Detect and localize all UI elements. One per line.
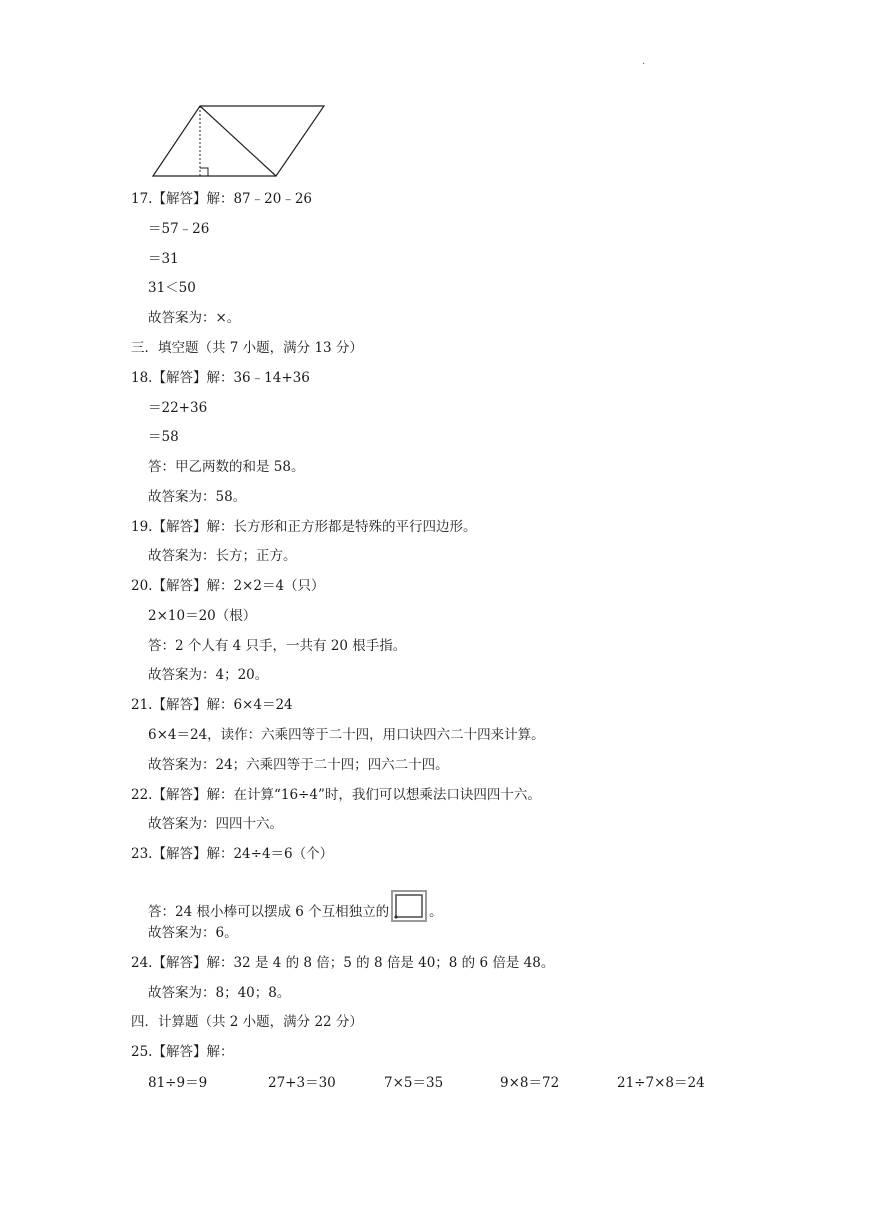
q18-title: 18.【解答】解：36﹣14+36: [131, 370, 310, 386]
q23-title: 23.【解答】解：24÷4＝6（个）: [131, 846, 334, 862]
q22-title: 22.【解答】解：在计算“16÷4”时，我们可以想乘法口诀四四十六。: [131, 787, 541, 803]
q21-title: 21.【解答】解：6×4＝24: [131, 697, 293, 713]
q18-answer: 故答案为：58。: [148, 489, 247, 505]
q23-answer-line: [148, 890, 443, 922]
q19-answer: 故答案为：长方；正方。: [148, 548, 297, 564]
q20-line: 2×10＝20（根）: [148, 608, 257, 624]
q17-answer: 故答案为：×。: [148, 310, 241, 326]
section-heading-4: 四．计算题（共 2 小题，满分 22 分）: [131, 1014, 363, 1030]
q22-answer: 故答案为：四四十六。: [148, 816, 283, 832]
q23-answer: 故答案为：6。: [148, 925, 238, 941]
q25-result: 7×5＝35: [384, 1075, 444, 1091]
q23-answer-text: 答：24 根小棒可以摆成 6 个互相独立的: [148, 904, 390, 920]
q17-line: ＝31: [148, 251, 179, 267]
q17-line: 31＜50: [148, 280, 196, 296]
q19-title: 19.【解答】解：长方形和正方形都是特殊的平行四边形。: [131, 519, 477, 535]
q17-line: ＝57﹣26: [148, 221, 210, 237]
q24-answer: 故答案为：8；40；8。: [148, 985, 291, 1001]
q25-result: 27+3＝30: [268, 1075, 336, 1091]
q20-line: 答：2 个人有 4 只手，一共有 20 根手指。: [148, 638, 407, 654]
q20-answer: 故答案为：4；20。: [148, 667, 269, 683]
section-heading-3: 三．填空题（共 7 小题，满分 13 分）: [131, 340, 363, 356]
q18-line: ＝58: [148, 429, 179, 445]
q25-result: 21÷7×8＝24: [617, 1075, 705, 1091]
q21-answer: 故答案为：24；六乘四等于二十四；四六二十四。: [148, 757, 449, 773]
q21-line: 6×4＝24，读作：六乘四等于二十四，用口诀四六二十四来计算。: [148, 727, 545, 743]
q23-answer-end: 。: [429, 904, 443, 920]
q18-line: ＝22+36: [148, 400, 208, 416]
header-mark: .: [642, 56, 646, 67]
q25-result: 81÷9＝9: [148, 1075, 208, 1091]
q17-title: 17.【解答】解：87﹣20﹣26: [131, 191, 313, 207]
q20-title: 20.【解答】解：2×2＝4（只）: [131, 578, 325, 594]
right-angle-mark: [200, 168, 208, 176]
parallelogram-diagonal: [200, 106, 276, 176]
q25-title: 25.【解答】解：: [131, 1044, 234, 1060]
parallelogram-figure: [150, 104, 330, 180]
q25-result: 9×8＝72: [500, 1075, 560, 1091]
square-stick-figure: [391, 890, 427, 922]
q18-line: 答：甲乙两数的和是 58。: [148, 459, 305, 475]
q24-title: 24.【解答】解：32 是 4 的 8 倍；5 的 8 倍是 40；8 的 6 倍是 48。: [131, 955, 555, 971]
